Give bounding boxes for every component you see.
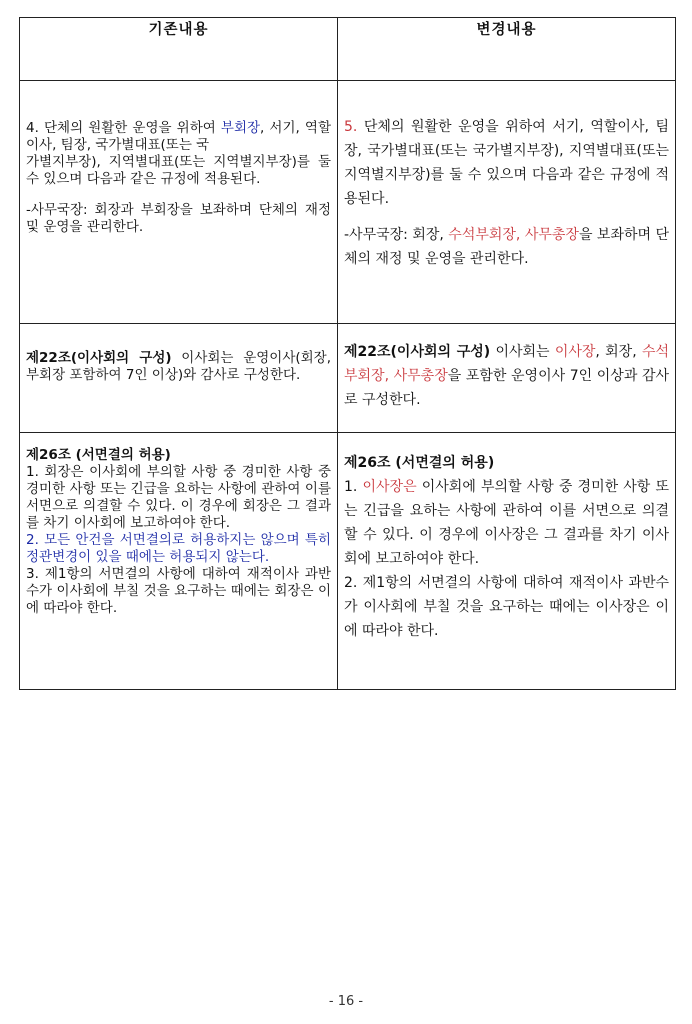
row-article-22 bbox=[20, 324, 676, 433]
header-row bbox=[20, 18, 676, 81]
row3-old-item-1: 1. 회장은 이사회에 부의할 사항 중 경미한 사항 중 경미한 사항 또는 긴급을 요하는 사항에 관하여 이를 서면으로 의결할 수 있다. 이 경우에 회장은 그 결과를 차기 이사회에 보고하여야 한다. bbox=[26, 464, 331, 531]
row1-new-cell bbox=[338, 81, 676, 324]
row1-old-p1-cont: 가별지부장), 지역별대표(또는 지역별지부장)를 둘 수 있으며 다음과 같은 규정에 적용된다. bbox=[26, 154, 331, 187]
row3-new-item-1-highlight: 이사장은 bbox=[362, 479, 417, 495]
row2-old-content bbox=[26, 324, 331, 384]
row2-old-title: 제22조(이사회의 구성) bbox=[26, 350, 172, 366]
row3-old-title: 제26조 (서면결의 허용) bbox=[26, 447, 171, 463]
row1-new-p1: 5. 단체의 원활한 운영을 위하여 서기, 역할이사, 팀장, 국가별대표(또는 국가별지부장), 지역별대표(또는 지역별지부장)를 둘 수 있으며 다음과 같은 규정에 적용된다. bbox=[344, 119, 669, 207]
row3-new-cell bbox=[338, 433, 676, 690]
row-article-26 bbox=[20, 433, 676, 690]
row2-old-cell bbox=[20, 324, 338, 433]
row2-new-highlight-1: 이사장 bbox=[554, 344, 596, 360]
row1-old-p1-highlight: 부회장 bbox=[220, 120, 261, 136]
header-old: 기존내용 bbox=[20, 18, 338, 81]
header-new: 변경내용 bbox=[338, 18, 676, 81]
row2-new-cell bbox=[338, 324, 676, 433]
row3-old-content bbox=[26, 433, 331, 617]
comparison-table bbox=[19, 17, 676, 690]
row2-new-title: 제22조(이사회의 구성) bbox=[344, 344, 491, 360]
row3-new-content bbox=[344, 433, 669, 643]
row1-old-cell bbox=[20, 81, 338, 324]
row1-new-p2: -사무국장: 회장, 수석부회장, 사무총장을 보좌하며 단체의 재정 및 운영을 관리한다. bbox=[344, 227, 669, 267]
row3-old-cell bbox=[20, 433, 338, 690]
page-number: - 16 - bbox=[328, 994, 364, 1009]
row2-new-highlight-2: 수석부회장, 사무총장 bbox=[344, 344, 669, 384]
row3-new-title: 제26조 (서면결의 허용) bbox=[344, 455, 495, 471]
row1-old-p1: 4. 단체의 원활한 운영을 위하여 부회장, 서기, 역할이사, 팀장, 국가별대표(또는 국 bbox=[26, 120, 331, 153]
row3-old-item-3: 3. 제1항의 서면결의 사항에 대하여 재적이사 과반수가 이사회에 부칠 것을 요구하는 때에는 회장은 이에 따라야 한다. bbox=[26, 566, 331, 616]
row2-old-text: 이사회는 운영이사(회장, 부회장 포함하여 7인 이상)와 감사로 구성한다. bbox=[26, 350, 331, 383]
row3-new-item-2: 2. 제1항의 서면결의 사항에 대하여 재적이사 과반수가 이사회에 부칠 것을 요구하는 때에는 이사장은 이에 따라야 한다. bbox=[344, 575, 669, 639]
row3-old-item-2: 2. 모든 안건을 서면결의로 허용하지는 않으며 특히 정관변경이 있을 때에는 허용되지 않는다. bbox=[26, 532, 331, 565]
row1-new-p2-highlight: 수석부회장, 사무총장 bbox=[448, 227, 579, 243]
row1-old-p2: -사무국장: 회장과 부회장을 보좌하며 단체의 재정 및 운영을 관리한다. bbox=[26, 202, 331, 235]
row2-new-content: 제22조(이사회의 구성) 이사회는 이사장, 회장, 수석부회장, 사무총장을 포함한 운영이사 7인 이상과 감사로 구성한다. bbox=[344, 344, 669, 408]
row3-new-item-1: 1. 이사장은 이사회에 부의할 사항 중 경미한 사항 또는 긴급을 요하는 사항에 관하여 이를 서면으로 의결할 수 있다. 이 경우에 이사장은 그 결과를 차기 이사회에 보고하여야 한다. bbox=[344, 479, 669, 567]
row-article-4 bbox=[20, 81, 676, 324]
row1-old-content bbox=[26, 81, 331, 236]
row1-new-p1-num: 5. bbox=[344, 119, 358, 135]
row1-new-content bbox=[344, 81, 669, 271]
